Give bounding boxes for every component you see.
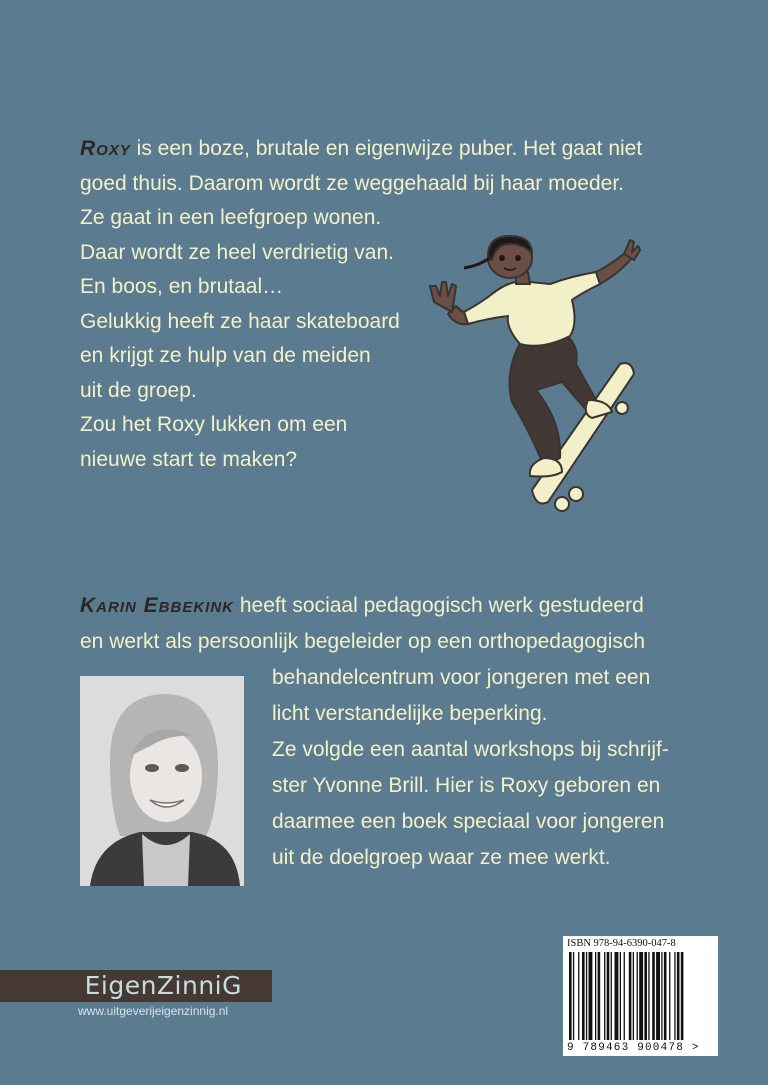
blurb-line: Ze gaat in een leefgroep wonen.	[80, 206, 382, 229]
author-portrait-image	[80, 676, 244, 886]
barcode-bars	[569, 952, 712, 1040]
blurb-line: Zou het Roxy lukken om een	[80, 413, 348, 436]
blurb-line: en krijgt ze hulp van de meiden	[80, 344, 371, 367]
blurb-line: Daar wordt ze heel verdrietig van.	[80, 240, 394, 264]
barcode-bar	[677, 952, 680, 1040]
barcode-bar	[648, 952, 649, 1040]
barcode-bar	[633, 952, 634, 1040]
bio-line: licht verstandelijke beperking.	[272, 702, 548, 725]
barcode-bar	[573, 952, 574, 1040]
publisher-url: www.uitgeverijeigenzinnig.nl	[78, 1004, 229, 1018]
barcode-bar	[644, 952, 647, 1040]
blurb-line: Gelukkig heeft ze haar skateboard	[80, 309, 400, 333]
blurb-line-1-text: is een boze, brutale en eigenwijze puber. Het gaat niet	[130, 137, 643, 160]
blurb-line: uit de groep.	[80, 378, 197, 402]
bio-line: en werkt als persoonlijk begeleider op een orthopedagogisch	[80, 630, 646, 653]
barcode-bar	[629, 952, 632, 1040]
barcode-bar	[586, 952, 587, 1040]
bio-line-1	[80, 588, 720, 624]
barcode-bar	[637, 952, 638, 1040]
publisher-logo: EigenZinniG	[84, 971, 242, 1000]
barcode-digits: 9 789463 900478 >	[567, 1042, 700, 1054]
isbn-label: ISBN 978-94-6390-047-8	[567, 938, 676, 949]
barcode-bar	[598, 952, 601, 1040]
publisher-band	[0, 970, 272, 1002]
bio-line: Ze volgde een aantal workshops bij schrijf-	[272, 738, 669, 761]
bio-line: ster Yvonne Brill. Hier is Roxy geboren en	[272, 774, 661, 797]
blurb-line: nieuwe start te maken?	[80, 447, 298, 471]
blurb-line: goed thuis. Daarom wordt ze weggehaald bij haar moeder.	[80, 171, 624, 195]
barcode-bar	[674, 952, 675, 1040]
bio-line: behandelcentrum voor jongeren met een	[272, 666, 651, 689]
author-name: Karin Ebbekink	[80, 594, 235, 617]
bio-line: daarmee een boek speciaal voor jongeren	[272, 810, 665, 833]
blurb-line: En boos, en brutaal…	[80, 275, 284, 298]
barcode-bar	[661, 952, 662, 1040]
barcode-bar	[582, 952, 585, 1040]
barcode-bar	[578, 952, 579, 1040]
character-name: Roxy	[80, 137, 131, 160]
barcode-bar	[681, 952, 684, 1040]
barcode-bar	[656, 952, 660, 1040]
barcode-bar	[607, 952, 610, 1040]
isbn-barcode	[563, 936, 718, 1056]
barcode-bar	[669, 952, 670, 1040]
skateboarder-illustration	[412, 232, 644, 522]
blurb-line-1	[80, 132, 642, 167]
bio-line-1-text: heeft sociaal pedagogisch werk gestudeerd	[234, 594, 644, 617]
bio-line: uit de doelgroep waar ze mee werkt.	[272, 846, 611, 869]
barcode-bar	[569, 952, 572, 1040]
author-photo	[80, 676, 244, 886]
barcode-bar	[620, 952, 621, 1040]
barcode-bar	[604, 952, 605, 1040]
barcode-bar	[664, 952, 667, 1040]
barcode-bar	[615, 952, 619, 1040]
barcode-bar	[639, 952, 643, 1040]
barcode-bar	[652, 952, 655, 1040]
barcode-bar	[611, 952, 612, 1040]
barcode-bar	[624, 952, 625, 1040]
barcode-bar	[589, 952, 593, 1040]
barcode-bar	[595, 952, 596, 1040]
